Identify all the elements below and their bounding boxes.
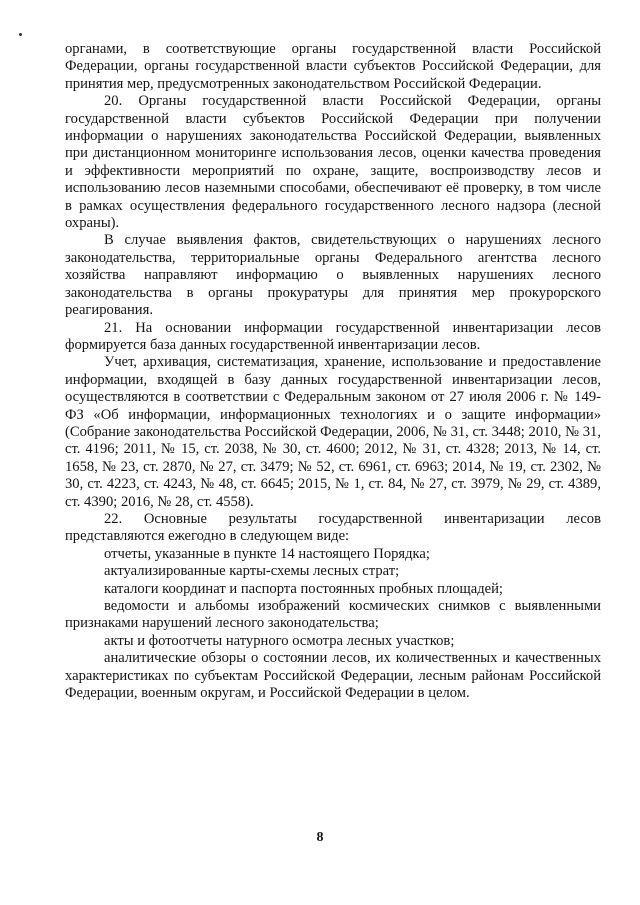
list-item-acts: акты и фотоотчеты натурного осмотра лесных участков; <box>104 632 455 649</box>
paragraph-violations: В случае выявления фактов, свидетельствующих о нарушениях лесного законодательства, территориальные органы Федерального агентства лесного хозяйства направляют информацию о выявленных нарушениях лесного законодательства в органы прокуратуры для принятия мер прокурорского реагирования. <box>65 232 601 319</box>
paragraph-1: органами, в соответствующие органы государственной власти Российской Федерации, органы государственной власти субъектов Российской Федерации, для принятия мер, предусмотренных законодательством Российской Федерации. <box>65 41 601 92</box>
scan-dot <box>19 33 22 36</box>
list-item-catalogs: каталоги координат и паспорта постоянных пробных площадей; <box>104 580 503 597</box>
document-body <box>65 41 601 702</box>
paragraph-20: 20. Органы государственной власти Российской Федерации, органы государственной власти субъектов Российской Федерации при получении информации о нарушениях законодательства Российской Федерации, выявленных при дистанционном мониторинге использования лесов, оценки качества проведения и эффективности мероприятий по охране, защите, воспроизводству лесов и использованию лесов наземными способами, обеспечивают её проверку, в том числе в рамках осуществления федерального государственного лесного надзора (лесной охраны). <box>65 93 601 232</box>
list-item-maps: актуализированные карты-схемы лесных страт; <box>104 563 400 580</box>
list-item-reports: отчеты, указанные в пункте 14 настоящего Порядка; <box>104 545 430 562</box>
list-item-reviews: аналитические обзоры о состоянии лесов, их количественных и качественных характеристиках по субъектам Российской Федерации, лесным районам Российской Федерации, военным округам, и Российской Федерации в целом. <box>65 650 601 702</box>
list-item-statements: ведомости и альбомы изображений космических снимков с выявленными признаками нарушений лесного законодательства; <box>65 598 601 632</box>
paragraph-22: 22. Основные результаты государственной инвентаризации лесов представляются ежегодно в следующем виде: <box>65 510 601 545</box>
page-number: 8 <box>316 830 324 845</box>
paragraph-21: 21. На основании информации государственной инвентаризации лесов формируется база данных государственной инвентаризации лесов. <box>65 319 601 353</box>
paragraph-accounting: Учет, архивация, систематизация, хранение, использование и предоставление информации, входящей в базу данных государственной инвентаризации лесов, осуществляются в соответствии с Федеральным законом от 27 июля 2006 г. № 149-ФЗ «Об информации, информационных технологиях и о защите информации» (Собрание законодательства Российской Федерации, 2006, № 31, ст. 3448; 2010, № 31, ст. 4196; 2011, № 15, ст. 2038, № 30, ст. 4600; 2012, № 31, ст. 4328; 2013, № 14, ст. 1658, № 23, ст. 2870, № 27, ст. 3479; № 52, ст. 6961, ст. 6963; 2014, № 19, ст. 2302, № 30, ст. 4223, ст. 4243, № 48, ст. 6645; 2015, № 1, ст. 84, № 27, ст. 3979, № 29, ст. 4389, ст. 4390; 2016, № 28, ст. 4558). <box>65 354 601 510</box>
